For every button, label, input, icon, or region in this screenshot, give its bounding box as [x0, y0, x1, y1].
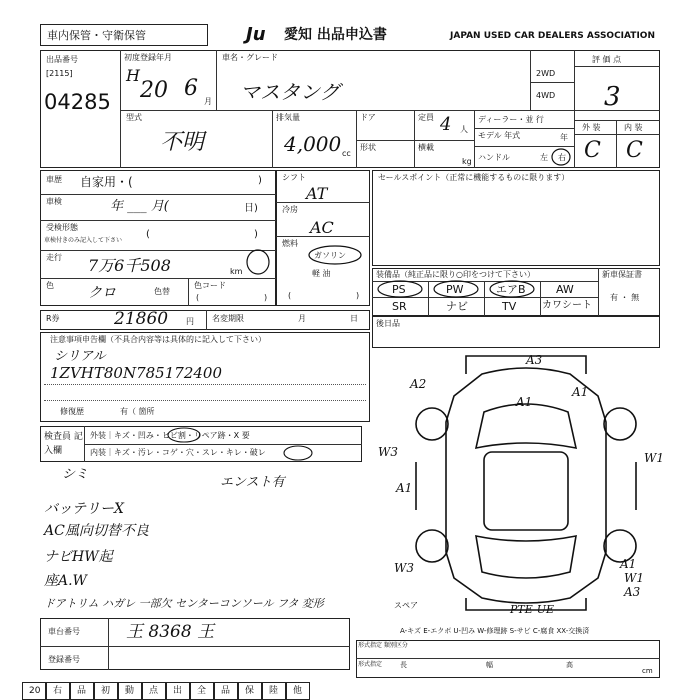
car-diagram [392, 352, 660, 614]
inspector-note-3: AC風向切替不良 [44, 523, 149, 539]
repair-label: 修復歴 [60, 407, 84, 416]
displacement-unit: cc [342, 149, 351, 158]
bottom-cell-label: 品 [221, 686, 231, 696]
bottom-cell [214, 682, 238, 700]
handle-label: ハンドル [478, 153, 510, 162]
equip-sr: SR [392, 300, 407, 313]
model-year-unit: 年 [560, 133, 568, 142]
bottom-cell [286, 682, 310, 700]
chassis-value: 王 8368 王 [126, 622, 215, 642]
drive-4wd: 4WD [536, 91, 556, 100]
fuel-options: 軽 油 [312, 269, 331, 278]
color-code-paren: ( [196, 293, 200, 302]
name-change-label: 名変期限 [212, 314, 244, 323]
diagram-mark-8: A1 [620, 557, 637, 571]
exterior-value: C [584, 138, 601, 163]
remarks-frame [372, 316, 660, 348]
weight-unit: kg [462, 157, 472, 166]
exterior-label: 外 装 [582, 123, 601, 132]
shift-label: シフト [282, 173, 306, 182]
bottom-cell-label: 保 [245, 686, 255, 696]
bottom-cell-label: 右 [53, 686, 63, 696]
remarks-label: 後日品 [376, 319, 400, 328]
diagram-mark-2: A2 [410, 377, 427, 391]
bottom-cell [94, 682, 118, 700]
type-value: 不明 [160, 130, 205, 155]
dims-row2-label: 形式指定 [358, 661, 383, 668]
bottom-cell-label: 出 [173, 686, 183, 696]
diagram-mark-10: A3 [624, 585, 641, 599]
inspector-note-2: バッテリーX [44, 501, 124, 517]
notes-line1: シリアル [54, 349, 106, 364]
model-label: 車名・グレード [222, 53, 278, 62]
receive-label: 受検形態 [46, 223, 78, 232]
equipment-warranty-label: 新車保証書 [602, 270, 642, 279]
mileage-value: 7万6千508 [88, 256, 171, 275]
bottom-cell [118, 682, 142, 700]
bottom-cell [166, 682, 190, 700]
interior-label: 内 装 [624, 123, 643, 132]
equip-tv: TV [502, 300, 517, 313]
color-value: クロ [88, 285, 116, 301]
bottom-cell-label: 動 [125, 686, 135, 696]
interior-value: C [626, 138, 643, 163]
handle-left: 左 [540, 153, 548, 162]
inspector-note-1: エンスト有 [220, 475, 285, 490]
fuel-close: ) [356, 291, 360, 300]
bottom-cell-label: 他 [293, 686, 303, 696]
inspector-note-5: 座A.W [44, 573, 87, 589]
model-value: マスタング [240, 80, 340, 104]
capacity-unit: 人 [460, 125, 468, 134]
receive-close: ) [254, 229, 258, 240]
inspector-row2: 内装｜キズ・汚レ・コゲ・穴・スレ・キレ・破レ [90, 448, 266, 457]
type-label: 型式 [126, 113, 142, 122]
bottom-cell-label: 初 [101, 686, 111, 696]
inspector-note-6: ドアトリム ハガレ 一部欠 センターコンソール フタ 変形 [44, 597, 324, 610]
displacement-label: 排気量 [276, 113, 300, 122]
handle-right-circle [550, 147, 572, 167]
door-shape-label: 形状 [360, 143, 376, 152]
notes-label: 注意事項申告欄（不具合内容等は具体的に記入して下さい） [50, 335, 266, 344]
fuel-value: ガソリン [314, 251, 346, 260]
fuel-paren: ( [288, 291, 292, 300]
inspector-note-4: ナビHW起 [44, 549, 113, 565]
header-title-box [238, 24, 660, 46]
dims-length: 長 [400, 661, 407, 669]
recycle-unit: 円 [186, 317, 194, 326]
equip-ps: PS [392, 283, 406, 296]
receive-note: 車検付きのみ記入して下さい [44, 237, 123, 244]
bottom-cell [70, 682, 94, 700]
inspection-day: 日) [244, 203, 258, 214]
fuel-label: 燃料 [282, 239, 298, 248]
bottom-cell [142, 682, 166, 700]
dims-legal-label: 形式指定 類別区分 [358, 642, 408, 649]
equipment-yes-no: 有 ・ 無 [610, 293, 640, 302]
displacement-value: 4,000 [284, 132, 342, 156]
color-change-label: 色替 [154, 287, 170, 296]
mileage-circle [244, 248, 272, 276]
inspector-label: 検査員 記入欄 [44, 432, 83, 456]
first-reg-label: 初度登録年月 [124, 53, 172, 62]
bottom-cell-label: 点 [149, 686, 159, 696]
lot-bracket-code: [2115] [46, 69, 73, 78]
bottom-cell [238, 682, 262, 700]
mileage-unit: km [230, 267, 243, 276]
model-year-label: モデル 年式 [478, 131, 521, 140]
first-reg-month-unit: 月 [204, 97, 212, 106]
bottom-cell-label: 全 [197, 686, 207, 696]
repair-value: 有（ 箇所 [120, 407, 155, 416]
first-reg-month: 6 [184, 76, 198, 101]
equip-seat: カワシート [542, 300, 592, 311]
history-close: ) [258, 175, 262, 186]
first-reg-year: 20 [140, 78, 168, 103]
lot-number: 04285 [44, 90, 111, 114]
diagram-mark-7: W3 [394, 561, 414, 575]
equipment-label: 装備品（純正品に限り○印をつけて下さい） [376, 270, 535, 279]
first-reg-era: H [126, 66, 140, 85]
dealer-label: ディーラー・並 行 [478, 115, 544, 124]
color-label: 色 [46, 281, 54, 290]
diagram-mark-5: W1 [644, 451, 664, 465]
handle-right: 右 [558, 153, 566, 162]
equip-navi: ナビ [446, 300, 468, 313]
diagram-mark-0: A3 [526, 353, 543, 367]
equip-aw: AW [556, 283, 574, 296]
equip-pw: PW [446, 283, 464, 296]
receive-paren: ( [146, 229, 150, 240]
bottom-cell-label: 品 [77, 686, 87, 696]
drive-2wd: 2WD [536, 69, 556, 78]
capacity-label: 定員 [418, 113, 434, 122]
spare-note: PTE-UE [510, 603, 554, 616]
inspector-circles [150, 426, 350, 462]
fuel-circle [306, 244, 364, 266]
diagram-mark-4: W3 [378, 445, 398, 459]
storage-label-box [40, 24, 208, 46]
sales-point-frame [372, 170, 660, 266]
grade-label: 評 価 点 [592, 55, 622, 64]
recycle-label: R券 [46, 314, 60, 323]
dims-unit: cm [642, 667, 653, 675]
lot-label: 出品番号 [46, 55, 78, 64]
diagram-mark-9: W1 [624, 571, 644, 585]
history-label: 車歴 [46, 175, 62, 184]
logo: Ju [246, 24, 266, 45]
registration-label: 登録番号 [48, 655, 80, 664]
bottom-cell-label: 20 [29, 686, 41, 696]
equip-airbag: エアB [496, 283, 526, 296]
diagram-mark-3: A1 [572, 385, 589, 399]
dims-height: 高 [566, 661, 573, 669]
color-code-label: 色コード [194, 281, 226, 290]
bottom-cell [190, 682, 214, 700]
aircon-value: AC [310, 218, 334, 237]
recycle-frame [40, 310, 370, 330]
damage-legend: A-キズ E-エクボ U-凹み W-修理跡 S-サビ C-腐食 XX-交換済 [400, 627, 590, 635]
equipment-circles [376, 279, 536, 299]
dims-width: 幅 [486, 661, 493, 669]
aircon-label: 冷房 [282, 205, 298, 214]
bottom-cell [262, 682, 286, 700]
bottom-cell [22, 682, 46, 700]
notes-line2: 1ZVHT80N785172400 [50, 364, 222, 382]
inspection-label: 車検 [46, 197, 62, 206]
grade-value: 3 [604, 82, 621, 112]
inspector-note-0: シミ [62, 467, 89, 482]
diagram-mark-6: A1 [396, 481, 413, 495]
inspection-value: 年 ___ 月( [110, 199, 169, 214]
bottom-cell [46, 682, 70, 700]
bottom-cell-label: 陸 [269, 686, 279, 696]
history-value: 自家用・( [80, 175, 133, 189]
spare-label: スペア [394, 601, 418, 610]
color-code-close: ) [264, 293, 268, 302]
storage-label: 車内保管・守衛保管 [47, 29, 146, 42]
inspector-row1: 外装｜キズ・凹み・ヒビ割・リペア跡・X 要 [90, 431, 250, 440]
sales-point-label: セールスポイント（正常に機能するものに限ります） [378, 173, 570, 182]
weight-label: 横載 [418, 143, 434, 152]
name-change-day: 日 [350, 314, 358, 323]
header-subtitle: JAPAN USED CAR DEALERS ASSOCIATION [450, 31, 655, 41]
header-title: 愛知 出品申込書 [284, 27, 387, 43]
name-change-month: 月 [298, 314, 306, 323]
mileage-label: 走行 [46, 253, 62, 262]
shift-value: AT [306, 184, 328, 203]
capacity-value: 4 [440, 114, 452, 135]
diagram-mark-1: A1 [516, 395, 533, 409]
chassis-label: 車台番号 [48, 627, 80, 636]
door-label: ドア [360, 113, 376, 122]
recycle-value: 21860 [114, 309, 169, 329]
